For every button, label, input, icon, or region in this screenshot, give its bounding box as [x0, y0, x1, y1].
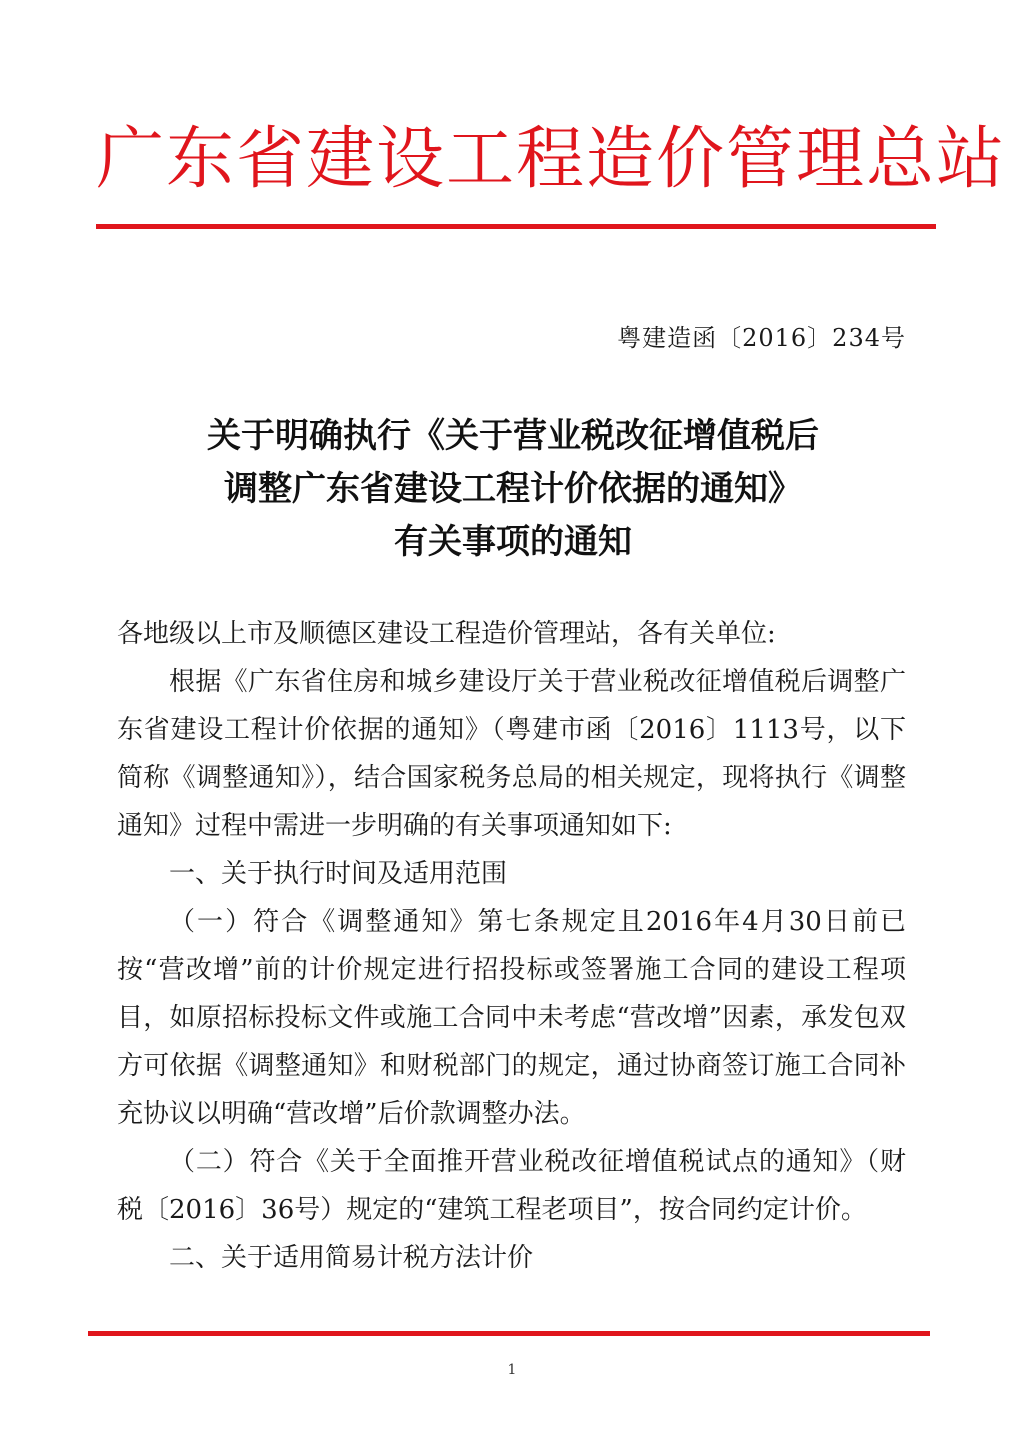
body-paragraph-item-1: （一）符合《调整通知》第七条规定且2016年4月30日前已按“营改增”前的计价规定进行招投标或签署施工合同的建设工程项目，如原招标投标文件或施工合同中未考虑“营改增”因素，承发包双方可依据《调整通知》和财税部门的规定，通过协商签订施工合同补充协议以明确“营改增”后价款调整办法。 — [117, 907, 906, 1129]
header-red-rule — [96, 224, 936, 229]
notice-body — [117, 610, 906, 1282]
body-paragraph-item-2: （二）符合《关于全面推开营业税改征增值税试点的通知》（财税〔2016〕36号）规定的“建筑工程老项目”，按合同约定计价。 — [117, 1147, 906, 1225]
title-line-1: 关于明确执行《关于营业税改征增值税后 — [207, 416, 819, 456]
footer-red-rule — [88, 1331, 930, 1336]
body-paragraph-basis: 根据《广东省住房和城乡建设厅关于营业税改征增值税后调整广东省建设工程计价依据的通知》（粤建市函〔2016〕1113号，以下简称《调整通知》），结合国家税务总局的相关规定，现将执行《调整通知》过程中需进一步明确的有关事项通知如下: — [117, 667, 906, 841]
section-heading-2: 二、关于适用简易计税方法计价 — [169, 1243, 534, 1273]
notice-title — [120, 410, 906, 569]
section-heading-1: 一、关于执行时间及适用范围 — [169, 859, 508, 889]
issuing-organization-header: 广东省建设工程造价管理总站 — [96, 120, 1007, 199]
page-number: 1 — [507, 1362, 517, 1378]
title-line-3: 有关事项的通知 — [394, 522, 632, 562]
salutation: 各地级以上市及顺德区建设工程造价管理站，各有关单位: — [117, 619, 776, 649]
document-number: 粤建造函〔2016〕234号 — [617, 324, 906, 352]
title-line-2: 调整广东省建设工程计价依据的通知》 — [224, 469, 802, 509]
